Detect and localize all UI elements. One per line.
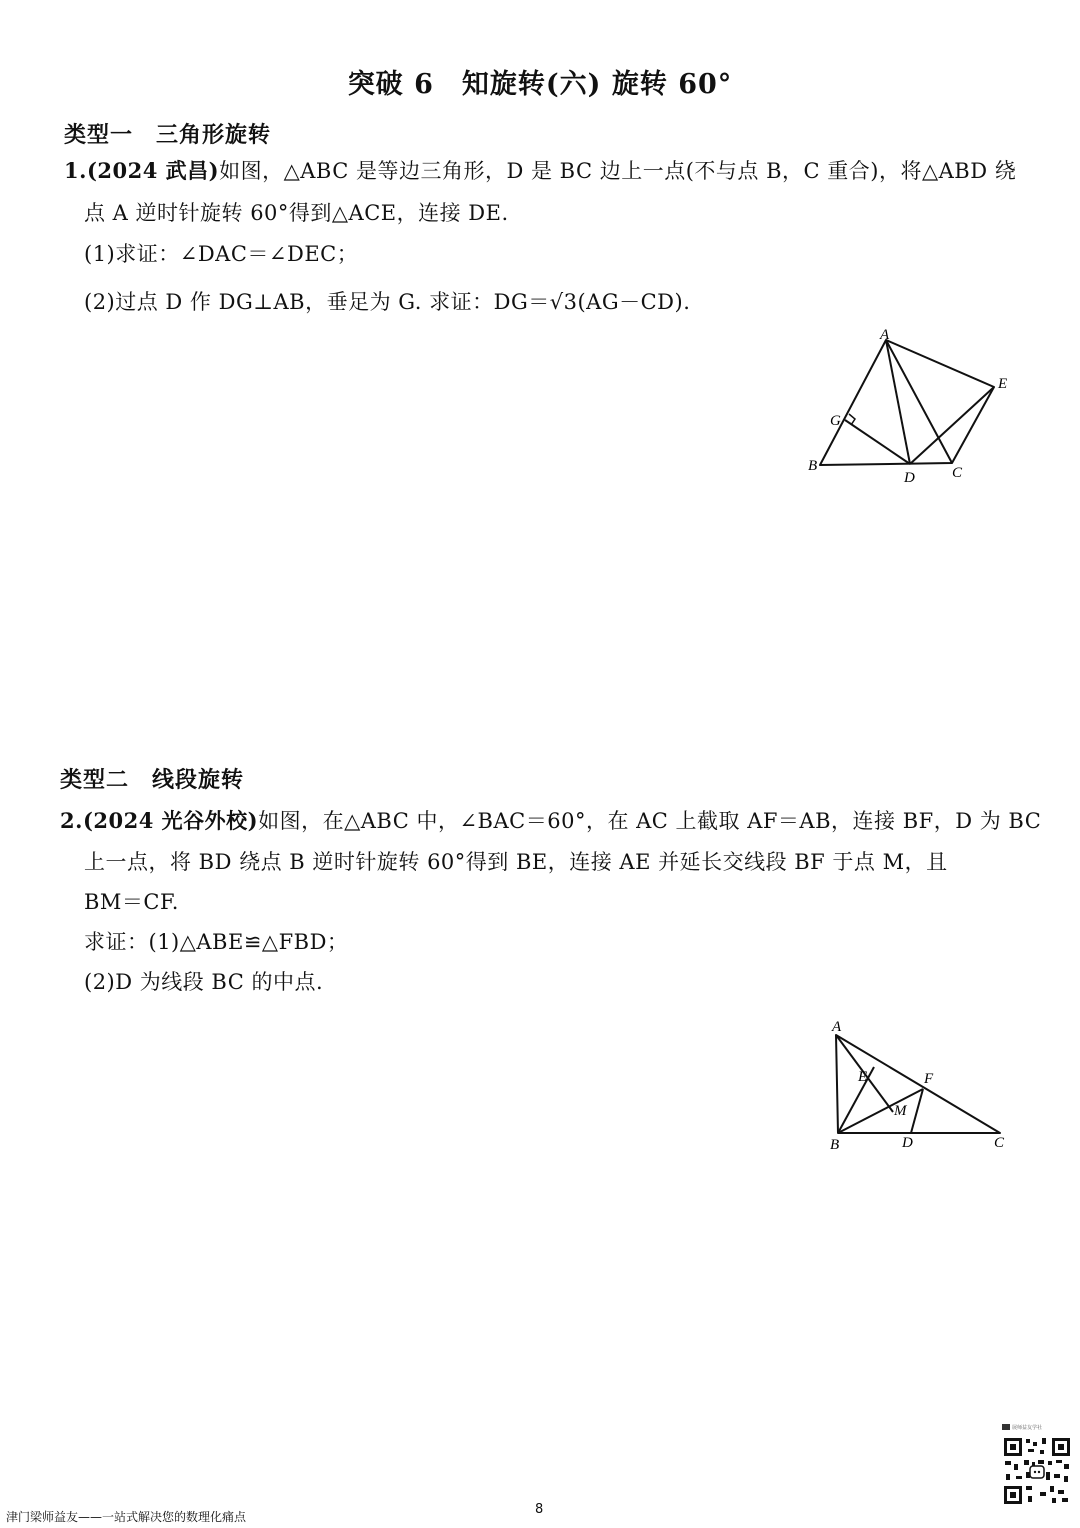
qr-header <box>1002 1422 1072 1432</box>
problem-2-line-2: 上一点，将 BD 绕点 B 逆时针旋转 60°得到 BE，连接 AE 并延长交线段 BF 于点 M，且 <box>84 850 948 874</box>
problem-2-text-1: 如图，在△ABC 中，∠BAC＝60°，在 AC 上截取 AF＝AB，连接 BF，D 为 BC <box>258 809 1042 833</box>
segment-dg <box>845 420 910 464</box>
label-c: C <box>994 1135 1005 1151</box>
label-a: A <box>832 1019 842 1035</box>
page-title: 突破 6 知旋转(六) 旋转 60° <box>347 69 733 100</box>
section-heading-type-2: 类型二 线段旋转 <box>60 767 245 793</box>
problem-1-source: (2024 武昌) <box>86 158 220 183</box>
label-c: C <box>952 465 963 481</box>
qr-caption: 展师益友学社 <box>1012 1424 1043 1431</box>
problem-2-figure <box>820 1015 1020 1155</box>
page-number: 8 <box>535 1502 544 1517</box>
problem-1-line-1 <box>64 155 1016 185</box>
label-e: E <box>858 1069 868 1085</box>
problem-1-number: 1. <box>64 158 87 183</box>
problem-2-part-2: (2)D 为线段 BC 的中点. <box>84 970 324 994</box>
problem-1-line-2: 点 A 逆时针旋转 60°得到△ACE，连接 DE. <box>84 201 509 225</box>
qr-code-image <box>1002 1436 1072 1506</box>
label-b: B <box>830 1137 840 1153</box>
segment-ad <box>886 340 910 464</box>
label-d: D <box>902 1135 913 1151</box>
label-b: B <box>808 458 818 474</box>
chat-icon <box>1002 1424 1010 1430</box>
label-a: A <box>880 327 890 343</box>
problem-2-number: 2. <box>60 808 83 833</box>
problem-1-figure <box>800 325 1020 490</box>
problem-2-source: (2024 光谷外校) <box>82 808 259 833</box>
problem-1-text-1: 如图，△ABC 是等边三角形，D 是 BC 边上一点(不与点 B，C 重合)，将△ABD 绕 <box>219 159 1017 183</box>
wechat-logo-icon <box>1030 1466 1044 1478</box>
label-m: M <box>894 1103 907 1119</box>
label-f: F <box>924 1071 934 1087</box>
qr-code-block <box>1002 1422 1072 1518</box>
triangle-abc <box>820 340 952 465</box>
segment-fd <box>911 1089 923 1133</box>
label-d: D <box>904 470 915 486</box>
label-g: G <box>830 413 841 429</box>
problem-1-part-2: (2)过点 D 作 DG⊥AB，垂足为 G. 求证：DG＝√3(AG－CD). <box>84 290 691 314</box>
segment-de <box>910 387 994 464</box>
problem-2-part-1: 求证：(1)△ABE≌△FBD； <box>84 930 349 954</box>
footer-tagline: 津门梁师益友——一站式解决您的数理化痛点 <box>6 1510 247 1524</box>
problem-1-part-1: (1)求证：∠DAC＝∠DEC； <box>84 242 359 266</box>
problem-2-line-3: BM＝CF. <box>84 890 179 914</box>
section-heading-type-1: 类型一 三角形旋转 <box>64 122 272 148</box>
label-e: E <box>998 376 1008 392</box>
problem-2-line-1 <box>60 805 1041 835</box>
